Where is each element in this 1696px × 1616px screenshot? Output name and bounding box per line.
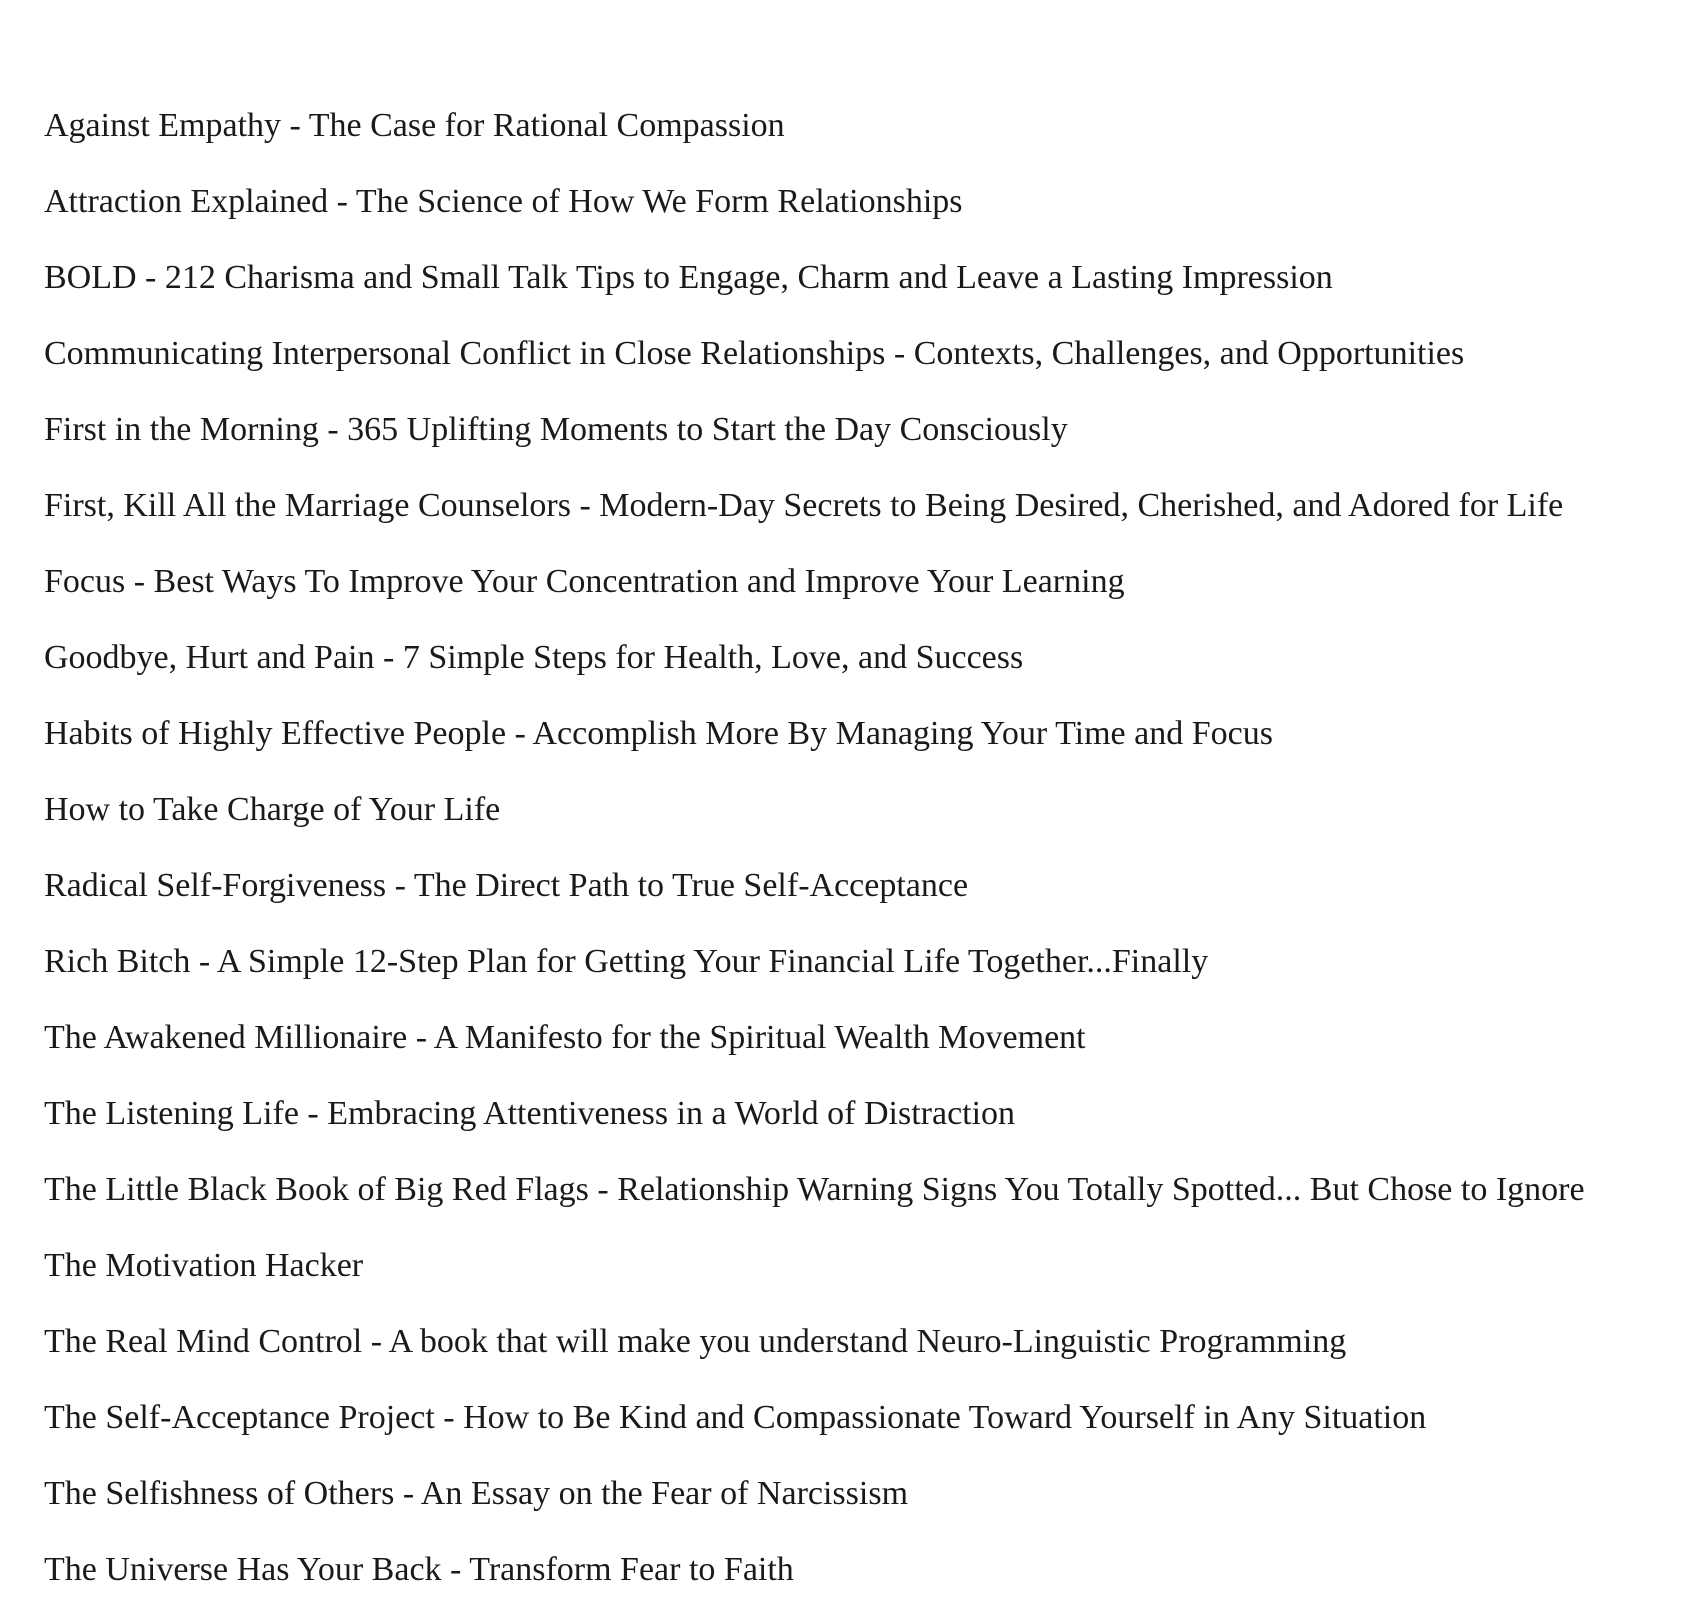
list-item: Focus - Best Ways To Improve Your Concentration and Improve Your Learning <box>44 563 1125 600</box>
book-title-list <box>44 88 1664 1608</box>
list-item: BOLD - 212 Charisma and Small Talk Tips to Engage, Charm and Leave a Lasting Impression <box>44 259 1333 296</box>
list-item: First, Kill All the Marriage Counselors - Modern-Day Secrets to Being Desired, Cherished, and Adored for Life <box>44 487 1564 524</box>
list-item: The Self-Acceptance Project - How to Be Kind and Compassionate Toward Yourself in Any Situation <box>44 1399 1427 1436</box>
list-item: The Awakened Millionaire - A Manifesto for the Spiritual Wealth Movement <box>44 1019 1086 1056</box>
list-item: The Selfishness of Others - An Essay on the Fear of Narcissism <box>44 1475 909 1512</box>
list-item: First in the Morning - 365 Uplifting Moments to Start the Day Consciously <box>44 411 1068 448</box>
list-item: The Little Black Book of Big Red Flags - Relationship Warning Signs You Totally Spotted... But Chose to Ignore <box>44 1171 1585 1208</box>
list-item: The Listening Life - Embracing Attentiveness in a World of Distraction <box>44 1095 1016 1132</box>
list-item: The Motivation Hacker <box>44 1247 364 1284</box>
list-item: Attraction Explained - The Science of How We Form Relationships <box>44 183 963 220</box>
list-item: Rich Bitch - A Simple 12-Step Plan for Getting Your Financial Life Together...Finally <box>44 943 1209 980</box>
list-item: The Universe Has Your Back - Transform Fear to Faith <box>44 1551 794 1588</box>
list-item: Goodbye, Hurt and Pain - 7 Simple Steps for Health, Love, and Success <box>44 639 1024 676</box>
list-item: Habits of Highly Effective People - Accomplish More By Managing Your Time and Focus <box>44 715 1273 752</box>
list-item: Radical Self-Forgiveness - The Direct Path to True Self-Acceptance <box>44 867 969 904</box>
list-item: The Real Mind Control - A book that will make you understand Neuro-Linguistic Programming <box>44 1323 1347 1360</box>
list-item: How to Take Charge of Your Life <box>44 791 501 828</box>
list-item: Against Empathy - The Case for Rational Compassion <box>44 107 785 144</box>
list-item: Communicating Interpersonal Conflict in Close Relationships - Contexts, Challenges, and Opportunities <box>44 335 1465 372</box>
